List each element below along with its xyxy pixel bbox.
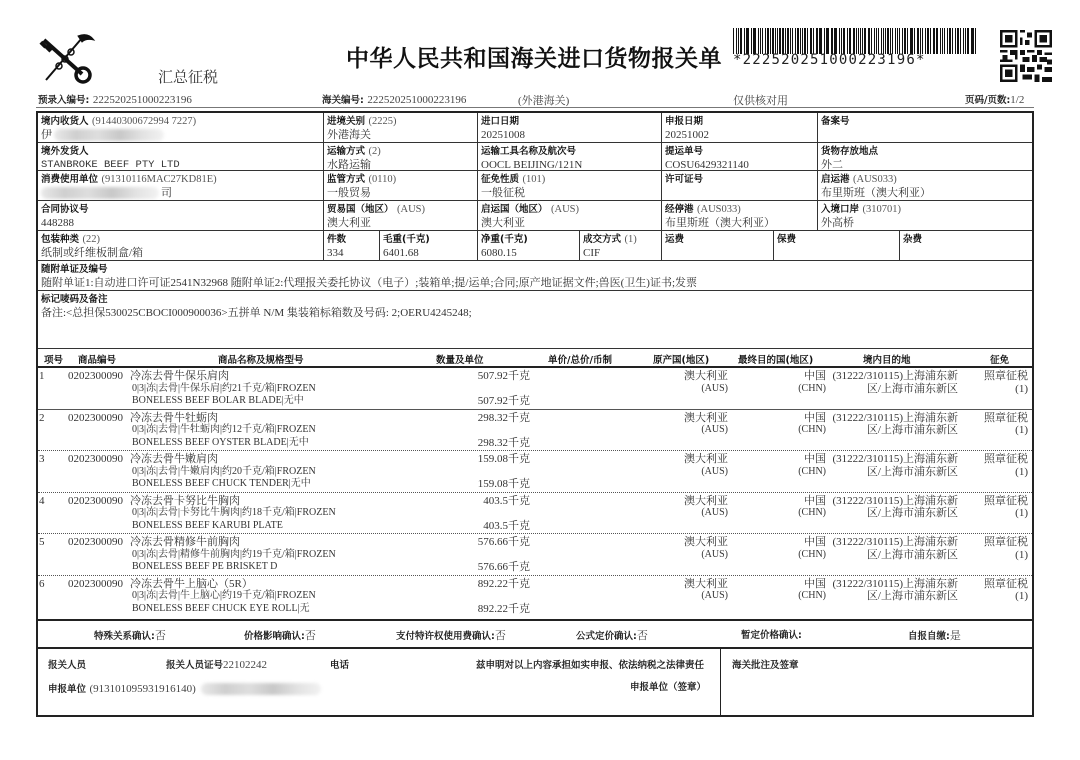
- barcode-bar: [955, 28, 957, 54]
- quantity-declared: 298.32千克: [477, 436, 530, 449]
- goods-spec-line1: 0|3|冻|去骨|精修牛前胸肉|约19千克/箱|FROZEN: [132, 548, 336, 560]
- barcode-bar: [936, 28, 938, 54]
- goods-spec-line1: 0|3|冻|去骨|牛嫩肩肉|约20千克/箱|FROZEN: [132, 465, 316, 477]
- phone-label: 电话: [330, 660, 350, 671]
- final-dest-country: 中国: [804, 536, 826, 548]
- quantity-declared: 159.08千克: [477, 478, 530, 490]
- hs-code: 0202300090: [68, 370, 123, 382]
- barcode-bar: [869, 28, 870, 54]
- quantity-declared: 403.5千克: [483, 519, 530, 532]
- barcode-bar: [839, 28, 840, 54]
- customs-endorsement: 海关批注及签章: [732, 660, 799, 671]
- barcode-bar: [922, 28, 923, 54]
- net-weight-cell: 净重(千克) 6080.15: [478, 231, 580, 261]
- overseas-shipper-cell: 境外发货人 STANBROKE BEEF PTY LTD: [38, 143, 324, 171]
- storage-place-cell: 货物存放地点 外二: [818, 143, 1032, 171]
- item-no: 1: [39, 370, 45, 382]
- row-divider: [38, 450, 1032, 451]
- pieces-cell: 件数 334: [324, 231, 380, 261]
- entry-customs-cell: 进境关别 (2225) 外港海关: [324, 113, 478, 143]
- col-header-price: 单价/总价/币制: [548, 355, 612, 366]
- final-dest-code: (CHN): [798, 465, 826, 477]
- quantity-legal: 403.5千克: [483, 494, 530, 507]
- broker-id: 报关人员证号22102242: [166, 659, 268, 671]
- customs-emblem-icon: [38, 32, 96, 84]
- col-header-item-no: 项号: [44, 355, 64, 366]
- barcode-bar: [816, 28, 818, 54]
- goods-spec-line1: 0|3|冻|去骨|牛牡蛎肉|约12千克/箱|FROZEN: [132, 424, 316, 435]
- levy-nature-cell: 征免性质 (101) 一般征税: [478, 171, 662, 201]
- row-divider: [38, 492, 1032, 493]
- origin-country: 澳大利亚: [684, 577, 728, 590]
- hs-code: 0202300090: [68, 453, 123, 465]
- hs-code: 0202300090: [68, 494, 123, 507]
- qr-code-icon: [1000, 30, 1052, 82]
- barcode-bar: [871, 28, 872, 54]
- redacted-name: [54, 129, 164, 141]
- barcode-bar: [914, 28, 916, 54]
- barcode-bar: [802, 28, 803, 54]
- goods-spec-line2: BONELESS BEEF CHUCK TENDER|无中: [132, 478, 311, 489]
- barcode-bar: [787, 28, 789, 54]
- origin-code: (AUS): [701, 382, 728, 394]
- col-header-final-dest: 最终目的国(地区): [738, 355, 814, 366]
- barcode-bar: [878, 28, 879, 54]
- goods-spec-line1: 0|3|冻|去骨|卡努比牛胸肉|约18千克/箱|FROZEN: [132, 507, 336, 518]
- final-dest-code: (CHN): [798, 548, 826, 560]
- goods-spec-line2: BONELESS BEEF BOLAR BLADE|无中: [132, 395, 304, 406]
- origin-country: 澳大利亚: [684, 453, 728, 465]
- origin-country-cell: 启运国（地区） (AUS) 澳大利亚: [478, 201, 662, 231]
- quantity-legal: 576.66千克: [477, 536, 530, 548]
- table-row: [38, 368, 1032, 409]
- barcode-bar: [942, 28, 943, 54]
- domestic-dest-line1: (31222/310115)上海浦东新: [832, 453, 958, 465]
- levy-method: 照章征税: [984, 453, 1028, 465]
- item-no: 3: [39, 453, 45, 465]
- goods-name: 冷冻去骨卡努比牛胸肉: [130, 494, 240, 507]
- barcode-bar: [934, 28, 935, 54]
- footer-vertical-divider: [720, 649, 721, 715]
- item-no: 5: [39, 536, 45, 548]
- barcode-bar: [856, 28, 857, 54]
- customs-office: (外港海关): [518, 95, 570, 107]
- barcode-bar: [754, 28, 756, 54]
- footer-divider: [38, 647, 1032, 649]
- levy-method: 照章征税: [984, 411, 1028, 424]
- record-no-cell: 备案号: [818, 113, 1032, 143]
- contract-no-cell: 合同协议号 448288: [38, 201, 324, 231]
- goods-spec-line2: BONELESS BEEF OYSTER BLADE|无中: [132, 436, 309, 448]
- barcode-bar: [960, 28, 961, 54]
- goods-name: 冷冻去骨精修牛前胸肉: [130, 536, 240, 548]
- barcode-bar: [795, 28, 796, 54]
- gross-weight-cell: 毛重(千克) 6401.68: [380, 231, 478, 261]
- barcode-bar: [819, 28, 820, 54]
- barcode-bar: [902, 28, 903, 54]
- barcode-bar: [770, 28, 771, 54]
- levy-code: (1): [1015, 507, 1028, 519]
- transport-mode-cell: 运输方式 (2) 水路运输: [324, 143, 478, 171]
- barcode-bar: [868, 28, 869, 54]
- levy-method: 照章征税: [984, 577, 1028, 590]
- final-dest-country: 中国: [804, 453, 826, 465]
- col-header-goods-name: 商品名称及规格型号: [218, 355, 304, 366]
- quantity-legal: 159.08千克: [477, 453, 530, 465]
- domestic-dest-line1: (31222/310115)上海浦东新: [832, 577, 958, 590]
- barcode-bar: [933, 28, 934, 54]
- barcode-bar: [952, 28, 953, 54]
- freight-cell: 运费: [662, 231, 774, 261]
- col-header-domestic-dest: 境内目的地: [863, 355, 911, 366]
- barcode-bar: [853, 28, 855, 54]
- redacted-name: [41, 187, 159, 199]
- barcode-bar: [963, 28, 965, 54]
- barcode-bar: [940, 28, 942, 54]
- table-row: [38, 576, 1032, 617]
- quantity-legal: 298.32千克: [477, 411, 530, 424]
- attached-docs-cell: 随附单证及编号 随附单证1:自动进口许可证2541N32968 随附单证2:代理报关委托协议（电子）;装箱单;提/运单;合同;原产地证据文件;兽医(卫生)证书;发票: [38, 261, 1032, 291]
- goods-spec-line1: 0|3|冻|去骨|牛保乐肩|约21千克/箱|FROZEN: [132, 382, 316, 394]
- page-title: 中华人民共和国海关进口货物报关单: [346, 46, 722, 72]
- self-declare-pay: 自报自缴:是: [908, 630, 961, 642]
- barcode-bar: [843, 28, 845, 54]
- special-relation-confirm: 特殊关系确认:否: [94, 630, 166, 642]
- header-divider: [36, 107, 1034, 108]
- col-header-quantity: 数量及单位: [436, 355, 484, 366]
- insurance-cell: 保费: [774, 231, 900, 261]
- barcode-bar: [831, 28, 833, 54]
- barcode-bar: [925, 28, 927, 54]
- goods-name: 冷冻去骨牛嫩肩肉: [130, 453, 218, 465]
- entry-port-cell: 入境口岸 (310701) 外高桥: [818, 201, 1032, 231]
- barcode-bar: [760, 28, 762, 54]
- item-no: 2: [39, 411, 45, 424]
- barcode-bar: [890, 28, 891, 54]
- item-no: 4: [39, 494, 45, 507]
- consignee-cell: 境内收货人 (91440300672994 7227) 伊: [38, 113, 324, 143]
- levy-code: (1): [1015, 424, 1028, 436]
- origin-code: (AUS): [701, 465, 728, 477]
- declaration-statement: 兹申明对以上内容承担如实申报、依法纳税之法律责任: [476, 660, 705, 671]
- license-no-cell: 许可证号: [662, 171, 818, 201]
- barcode-bar: [971, 28, 972, 54]
- barcode-bar: [758, 28, 759, 54]
- barcode-bar: [762, 28, 763, 54]
- col-header-origin: 原产国(地区): [653, 355, 710, 366]
- transit-port-cell: 经停港 (AUS033) 布里斯班（澳大利亚）: [662, 201, 818, 231]
- barcode-bar: [858, 28, 859, 54]
- hs-code: 0202300090: [68, 577, 123, 590]
- barcode-bar: [876, 28, 878, 54]
- barcode-bar: [911, 28, 913, 54]
- supervision-mode-cell: 监管方式 (0110) 一般贸易: [324, 171, 478, 201]
- barcode-bar: [972, 28, 974, 54]
- table-row: [38, 493, 1032, 534]
- barcode-bar: [910, 28, 911, 54]
- barcode-bar: [957, 28, 959, 54]
- transaction-mode-cell: 成交方式 (1) CIF: [580, 231, 662, 261]
- barcode-bar: [887, 28, 889, 54]
- barcode-bar: [907, 28, 908, 54]
- barcode-bar: [827, 28, 829, 54]
- hs-code: 0202300090: [68, 536, 123, 548]
- barcode-bar: [975, 28, 976, 54]
- final-dest-code: (CHN): [798, 590, 826, 601]
- final-dest-country: 中国: [804, 370, 826, 382]
- origin-code: (AUS): [701, 507, 728, 518]
- barcode-bar: [949, 28, 951, 54]
- goods-name: 冷冻去骨牛上脑心（5R）: [130, 577, 253, 590]
- row-divider: [38, 409, 1032, 410]
- misc-fee-cell: 杂费: [900, 231, 1032, 261]
- barcode-bar: [834, 28, 835, 54]
- declarant-unit: 申报单位 (913101095931916140): [48, 681, 321, 695]
- barcode-bar: [904, 28, 906, 54]
- barcode-bar: [892, 28, 894, 54]
- barcode-bar: [967, 28, 969, 54]
- barcode-bar: [751, 28, 752, 54]
- barcode-bar: [860, 28, 861, 54]
- barcode-bar: [895, 28, 896, 54]
- barcode-text: *222520251000223196*: [733, 52, 926, 68]
- barcode-bar: [897, 28, 898, 54]
- domestic-dest-line1: (31222/310115)上海浦东新: [832, 411, 958, 424]
- barcode-bar: [800, 28, 801, 54]
- goods-bottom-divider: [38, 619, 1032, 621]
- broker-label: 报关人员: [48, 660, 87, 671]
- barcode-bar: [740, 28, 742, 54]
- provisional-price-confirm: 暂定价格确认:: [741, 630, 802, 641]
- barcode-icon: [733, 28, 978, 54]
- domestic-dest-line1: (31222/310115)上海浦东新: [832, 536, 958, 548]
- barcode-bar: [824, 28, 825, 54]
- goods-spec-line2: BONELESS BEEF PE BRISKET D: [132, 561, 278, 572]
- summary-tax-label: 汇总征税: [158, 68, 219, 86]
- barcode-bar: [811, 28, 812, 54]
- trade-country-cell: 贸易国（地区） (AUS) 澳大利亚: [324, 201, 478, 231]
- barcode-bar: [785, 28, 786, 54]
- barcode-bar: [841, 28, 843, 54]
- pre-entry-number: 预录入编号: 222520251000223196: [38, 94, 192, 106]
- barcode-bar: [792, 28, 794, 54]
- col-header-levy: 征免: [990, 355, 1010, 366]
- barcode-bar: [775, 28, 776, 54]
- goods-name: 冷冻去骨牛保乐肩肉: [130, 370, 229, 382]
- barcode-bar: [744, 28, 745, 54]
- barcode-bar: [835, 28, 837, 54]
- barcode-bar: [930, 28, 931, 54]
- domestic-dest-line2: 区/上海市浦东新区: [866, 590, 958, 602]
- levy-method: 照章征税: [984, 494, 1028, 507]
- quantity-declared: 507.92千克: [477, 395, 530, 407]
- origin-country: 澳大利亚: [684, 536, 728, 548]
- origin-code: (AUS): [701, 548, 728, 560]
- origin-code: (AUS): [701, 424, 728, 435]
- domestic-dest-line1: (31222/310115)上海浦东新: [832, 494, 958, 507]
- marks-remarks-cell: 标记唛码及备注 备注:<总担保530025CBOCI000900036>五拼单 N/M 集装箱标箱数及号码: 2;OERU4245248;: [38, 291, 1032, 349]
- final-dest-country: 中国: [804, 411, 826, 424]
- barcode-bar: [767, 28, 769, 54]
- domestic-dest-line1: (31222/310115)上海浦东新: [832, 370, 958, 382]
- barcode-bar: [782, 28, 784, 54]
- item-no: 6: [39, 577, 45, 590]
- barcode-bar: [746, 28, 747, 54]
- quantity-legal: 507.92千克: [477, 370, 530, 382]
- barcode-bar: [965, 28, 966, 54]
- barcode-bar: [736, 28, 738, 54]
- declarant-seal: 申报单位（签章）: [630, 682, 707, 693]
- final-dest-code: (CHN): [798, 507, 826, 518]
- import-date-cell: 进口日期 20251008: [478, 113, 662, 143]
- barcode-bar: [747, 28, 749, 54]
- formula-pricing-confirm: 公式定价确认:否: [576, 630, 648, 642]
- goods-spec-line2: BONELESS BEEF KARUBI PLATE: [132, 519, 283, 531]
- barcode-bar: [826, 28, 827, 54]
- barcode-bar: [804, 28, 806, 54]
- redacted-name: [201, 683, 321, 695]
- barcode-bar: [813, 28, 814, 54]
- package-type-cell: 包装种类 (22) 纸制或纤维板制盒/箱: [38, 231, 324, 261]
- barcode-bar: [874, 28, 875, 54]
- barcode-bar: [883, 28, 884, 54]
- col-header-hs-code: 商品编号: [78, 355, 117, 366]
- barcode-bar: [772, 28, 774, 54]
- declaration-form: [36, 111, 1034, 717]
- levy-method: 照章征税: [984, 370, 1028, 382]
- origin-code: (AUS): [701, 590, 728, 601]
- barcode-bar: [847, 28, 848, 54]
- bill-of-lading-cell: 提运单号 COSU6429321140: [662, 143, 818, 171]
- departure-port-cell: 启运港 (AUS033) 布里斯班（澳大利亚）: [818, 171, 1032, 201]
- barcode-bar: [944, 28, 945, 54]
- barcode-bar: [917, 28, 919, 54]
- barcode-bar: [790, 28, 791, 54]
- levy-code: (1): [1015, 590, 1028, 602]
- barcode-bar: [738, 28, 739, 54]
- verification-note: 仅供核对用: [733, 95, 788, 107]
- vessel-voyage-cell: 运输工具名称及航次号 OOCL BEIJING/121N: [478, 143, 662, 171]
- barcode-bar: [849, 28, 850, 54]
- barcode-bar: [850, 28, 851, 54]
- table-row: [38, 451, 1032, 492]
- domestic-dest-line2: 区/上海市浦东新区: [866, 465, 958, 478]
- barcode-bar: [733, 28, 734, 54]
- barcode-bar: [947, 28, 949, 54]
- barcode-bar: [810, 28, 811, 54]
- barcode-bar: [753, 28, 754, 54]
- quantity-declared: 576.66千克: [477, 561, 530, 573]
- final-dest-country: 中国: [804, 577, 826, 590]
- levy-method: 照章征税: [984, 536, 1028, 548]
- barcode-bar: [885, 28, 886, 54]
- goods-name: 冷冻去骨牛牡蛎肉: [130, 411, 218, 424]
- origin-country: 澳大利亚: [684, 494, 728, 507]
- barcode-bar: [765, 28, 766, 54]
- barcode-bar: [777, 28, 778, 54]
- barcode-bar: [864, 28, 866, 54]
- domestic-dest-line2: 区/上海市浦东新区: [866, 382, 958, 395]
- origin-country: 澳大利亚: [684, 370, 728, 382]
- barcode-bar: [807, 28, 808, 54]
- levy-code: (1): [1015, 382, 1028, 395]
- barcode-bar: [927, 28, 929, 54]
- table-row: [38, 410, 1032, 451]
- price-influence-confirm: 价格影响确认:否: [244, 630, 316, 642]
- royalty-confirm: 支付特许权使用费确认:否: [396, 630, 506, 642]
- domestic-dest-line2: 区/上海市浦东新区: [866, 507, 958, 519]
- customs-number: 海关编号: 222520251000223196: [322, 94, 467, 106]
- final-dest-country: 中国: [804, 494, 826, 507]
- row-divider: [38, 575, 1032, 576]
- declare-date-cell: 申报日期 20251002: [662, 113, 818, 143]
- barcode-bar: [797, 28, 799, 54]
- goods-spec-line2: BONELESS BEEF CHUCK EYE ROLL|无: [132, 602, 310, 614]
- origin-country: 澳大利亚: [684, 411, 728, 424]
- barcode-bar: [820, 28, 822, 54]
- barcode-bar: [881, 28, 882, 54]
- goods-spec-line1: 0|3|冻|去骨|牛上脑心|约19千克/箱|FROZEN: [132, 590, 316, 601]
- barcode-bar: [899, 28, 901, 54]
- barcode-bar: [779, 28, 781, 54]
- levy-code: (1): [1015, 465, 1028, 478]
- domestic-dest-line2: 区/上海市浦东新区: [866, 548, 958, 561]
- barcode-bar: [920, 28, 921, 54]
- quantity-legal: 892.22千克: [477, 577, 530, 590]
- page-indicator: 页码/页数:1/2: [965, 94, 1025, 106]
- final-dest-code: (CHN): [798, 382, 826, 394]
- levy-code: (1): [1015, 548, 1028, 561]
- table-row: [38, 534, 1032, 575]
- barcode-bar: [862, 28, 863, 54]
- domestic-dest-line2: 区/上海市浦东新区: [866, 424, 958, 436]
- hs-code: 0202300090: [68, 411, 123, 424]
- final-dest-code: (CHN): [798, 424, 826, 435]
- consumer-unit-cell: 消费使用单位 (91310116MAC27KD81E) 司: [38, 171, 324, 201]
- row-divider: [38, 533, 1032, 534]
- quantity-declared: 892.22千克: [477, 602, 530, 615]
